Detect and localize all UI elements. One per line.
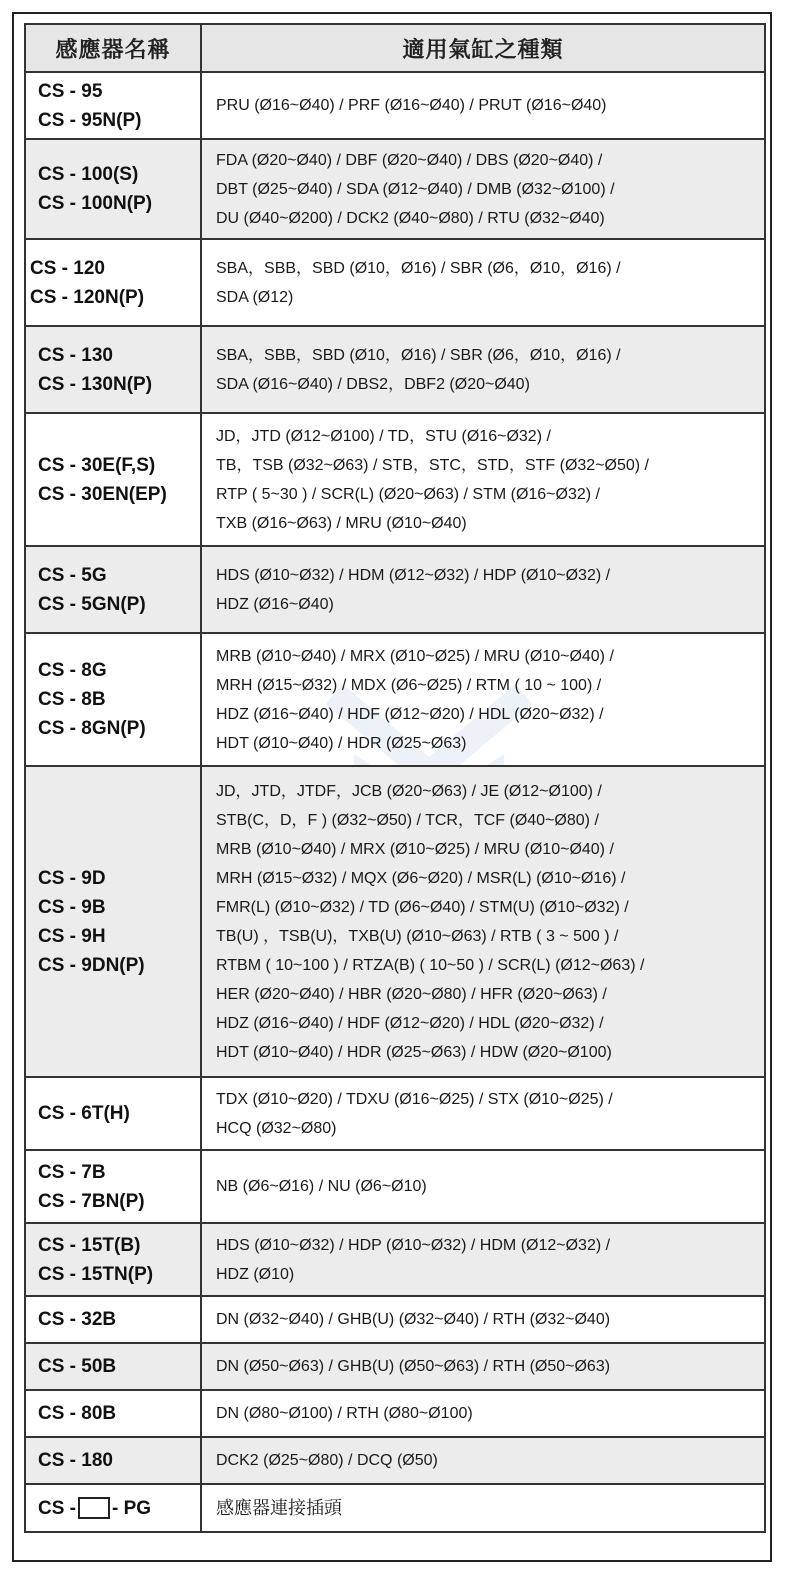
sensor-model: CS - 8GN(P)	[38, 718, 146, 739]
cylinder-types-cell	[201, 766, 765, 1077]
cylinder-types-cell	[201, 413, 765, 546]
sensor-model: CS - 5G	[38, 564, 107, 586]
cylinder-types-cell	[201, 239, 765, 326]
table-row	[25, 72, 765, 139]
cylinder-types-cell	[201, 1150, 765, 1223]
sensor-model: CS - 100N(P)	[38, 193, 153, 214]
sensor-model: CS - 7B	[38, 1161, 106, 1183]
cylinder-type-line: DN (Ø80~Ø100) / RTH (Ø80~Ø100)	[216, 1405, 473, 1422]
cylinder-type-line: DN (Ø32~Ø40) / GHB(U) (Ø32~Ø40) / RTH (Ø32~Ø40)	[216, 1311, 611, 1328]
sensor-model: CS - 130N(P)	[38, 373, 153, 395]
table-frame	[12, 12, 772, 1562]
table-row	[25, 413, 765, 546]
sensor-model: CS - 32B	[38, 1309, 117, 1330]
sensor-name-cell	[25, 1296, 201, 1343]
sensor-model: CS - 50B	[38, 1356, 117, 1377]
sensor-name-cell	[25, 766, 201, 1077]
sensor-model: CS - 9B	[38, 896, 106, 918]
header-cylinder-types: 適用氣缸之種類	[201, 24, 765, 72]
sensor-model: CS - 5GN(P)	[38, 593, 146, 615]
sensor-name-cell	[25, 72, 201, 139]
cylinder-type-line: HDT (Ø10~Ø40) / HDR (Ø25~Ø63)	[216, 734, 467, 752]
sensor-model: CS - 180	[38, 1450, 113, 1471]
model-suffix: - PG	[112, 1497, 152, 1519]
sensor-model: CS - 120	[30, 257, 105, 279]
cylinder-type-line: MRB (Ø10~Ø40) / MRX (Ø10~Ø25) / MRU (Ø10~Ø40) /	[216, 840, 614, 858]
cylinder-type-line: RTBM ( 10~100 ) / RTZA(B) ( 10~50 ) / SCR(L) (Ø12~Ø63) /	[216, 956, 645, 974]
sensor-name-cell	[25, 1077, 201, 1150]
sensor-name-cell	[25, 1343, 201, 1390]
table-row	[25, 1296, 765, 1343]
sensor-model: CS - 100(S)	[38, 164, 139, 185]
sensor-model: CS - 8B	[38, 689, 106, 710]
sensor-name-cell	[25, 633, 201, 766]
sensor-model: CS - 130	[38, 344, 113, 366]
cylinder-type-line: MRB (Ø10~Ø40) / MRX (Ø10~Ø25) / MRU (Ø10~Ø40) /	[216, 647, 614, 665]
cylinder-type-line: FDA (Ø20~Ø40) / DBF (Ø20~Ø40) / DBS (Ø20~Ø40) /	[216, 151, 603, 169]
cylinder-types-cell	[201, 546, 765, 633]
table-row	[25, 1077, 765, 1150]
sensor-model: CS - 30EN(EP)	[38, 483, 167, 505]
table-row	[25, 326, 765, 413]
cylinder-type-line: FMR(L) (Ø10~Ø32) / TD (Ø6~Ø40) / STM(U) (Ø10~Ø32) /	[216, 898, 629, 916]
sensor-model: CS - 95N(P)	[38, 109, 142, 131]
sensor-model: CS - 30E(F,S)	[38, 454, 156, 476]
sensor-name-cell	[25, 1437, 201, 1484]
cylinder-type-line: DCK2 (Ø25~Ø80) / DCQ (Ø50)	[216, 1452, 438, 1469]
table-row	[25, 546, 765, 633]
table-row	[25, 239, 765, 326]
cylinder-type-line: HDZ (Ø10)	[216, 1265, 295, 1283]
cylinder-type-line: JD，JTD，JTDF，JCB (Ø20~Ø63) / JE (Ø12~Ø100) /	[216, 782, 602, 800]
table-row	[25, 633, 765, 766]
cylinder-type-line: HDS (Ø10~Ø32) / HDP (Ø10~Ø32) / HDM (Ø12~Ø32) /	[216, 1236, 611, 1254]
sensor-cylinder-table	[24, 23, 766, 1533]
cylinder-type-line: NB (Ø6~Ø16) / NU (Ø6~Ø10)	[216, 1178, 427, 1195]
cylinder-types-cell	[201, 139, 765, 239]
blank-code-box	[78, 1497, 110, 1519]
sensor-model: CS - 15TN(P)	[38, 1263, 154, 1285]
cylinder-type-line: HDS (Ø10~Ø32) / HDM (Ø12~Ø32) / HDP (Ø10~Ø32) /	[216, 566, 611, 584]
sensor-name-cell	[25, 139, 201, 239]
sensor-name-cell	[25, 1150, 201, 1223]
sensor-model: CS - 95	[38, 80, 103, 102]
sensor-name-cell	[25, 1390, 201, 1437]
cylinder-type-line: HDZ (Ø16~Ø40) / HDF (Ø12~Ø20) / HDL (Ø20~Ø32) /	[216, 1014, 604, 1032]
cylinder-types-cell	[201, 1223, 765, 1296]
sensor-model: CS - 9D	[38, 867, 106, 889]
cylinder-type-line: SDA (Ø12)	[216, 288, 294, 306]
sensor-model: CS - 6T(H)	[38, 1103, 130, 1124]
sensor-model-pg	[38, 1494, 200, 1523]
sensor-name-cell	[25, 546, 201, 633]
cylinder-type-line: SBA，SBB，SBD (Ø10，Ø16) / SBR (Ø6，Ø10，Ø16) /	[216, 346, 621, 364]
cylinder-type-line: JD，JTD (Ø12~Ø100) / TD，STU (Ø16~Ø32) /	[216, 427, 551, 445]
table-row-pg-connector	[25, 1484, 765, 1532]
sensor-name-cell	[25, 326, 201, 413]
cylinder-type-line: TB，TSB (Ø32~Ø63) / STB，STC，STD，STF (Ø32~Ø50) /	[216, 456, 649, 474]
cylinder-types-cell	[201, 633, 765, 766]
sensor-model: CS - 80B	[38, 1403, 117, 1424]
table-row	[25, 1150, 765, 1223]
cylinder-type-line: TXB (Ø16~Ø63) / MRU (Ø10~Ø40)	[216, 514, 467, 532]
cylinder-type-line: TDX (Ø10~Ø20) / TDXU (Ø16~Ø25) / STX (Ø10~Ø25) /	[216, 1090, 613, 1108]
cylinder-type-line: MRH (Ø15~Ø32) / MDX (Ø6~Ø25) / RTM ( 10 ~ 100) /	[216, 676, 602, 694]
cylinder-type-line: HDT (Ø10~Ø40) / HDR (Ø25~Ø63) / HDW (Ø20~Ø100)	[216, 1043, 612, 1061]
sensor-model: CS - 8G	[38, 660, 107, 681]
sensor-name-cell	[25, 239, 201, 326]
sensor-name-cell	[25, 413, 201, 546]
cylinder-types-cell	[201, 1343, 765, 1390]
cylinder-types-cell	[201, 1390, 765, 1437]
cylinder-type-line: PRU (Ø16~Ø40) / PRF (Ø16~Ø40) / PRUT (Ø16~Ø40)	[216, 97, 607, 114]
cylinder-types-cell	[201, 1296, 765, 1343]
cylinder-type-line: RTP ( 5~30 ) / SCR(L) (Ø20~Ø63) / STM (Ø16~Ø32) /	[216, 485, 600, 503]
sensor-model: CS - 9H	[38, 925, 106, 947]
table-row	[25, 1390, 765, 1437]
cylinder-type-line: TB(U) ，TSB(U)，TXB(U) (Ø10~Ø63) / RTB ( 3 ~ 500 ) /	[216, 927, 619, 945]
cylinder-type-line: HDZ (Ø16~Ø40)	[216, 595, 334, 613]
cylinder-type-line: MRH (Ø15~Ø32) / MQX (Ø6~Ø20) / MSR(L) (Ø10~Ø16) /	[216, 869, 626, 887]
cylinder-type-line: SBA，SBB，SBD (Ø10，Ø16) / SBR (Ø6，Ø10，Ø16) /	[216, 259, 621, 277]
sensor-name-cell	[25, 1484, 201, 1532]
table-row	[25, 1437, 765, 1484]
cylinder-types-cell	[201, 72, 765, 139]
cylinder-type-line: SDA (Ø16~Ø40) / DBS2，DBF2 (Ø20~Ø40)	[216, 375, 530, 393]
cylinder-types-cell	[201, 1077, 765, 1150]
sensor-model: CS - 120N(P)	[30, 286, 145, 308]
sensor-model: CS - 7BN(P)	[38, 1190, 145, 1212]
model-prefix: CS -	[38, 1497, 76, 1519]
cylinder-type-line: DN (Ø50~Ø63) / GHB(U) (Ø50~Ø63) / RTH (Ø50~Ø63)	[216, 1358, 611, 1375]
sensor-model: CS - 15T(B)	[38, 1234, 141, 1256]
cylinder-types-cell	[201, 1437, 765, 1484]
table-header-row	[25, 24, 765, 72]
connector-description: 感應器連接插頭	[216, 1497, 342, 1519]
table-row	[25, 1223, 765, 1296]
table-row	[25, 766, 765, 1077]
sensor-name-cell	[25, 1223, 201, 1296]
cylinder-type-line: DU (Ø40~Ø200) / DCK2 (Ø40~Ø80) / RTU (Ø32~Ø40)	[216, 209, 605, 227]
cylinder-types-cell	[201, 1484, 765, 1532]
table-row	[25, 139, 765, 239]
table-row	[25, 1343, 765, 1390]
cylinder-type-line: HDZ (Ø16~Ø40) / HDF (Ø12~Ø20) / HDL (Ø20~Ø32) /	[216, 705, 604, 723]
cylinder-type-line: STB(C，D，F ) (Ø32~Ø50) / TCR，TCF (Ø40~Ø80) /	[216, 811, 599, 829]
cylinder-type-line: HCQ (Ø32~Ø80)	[216, 1119, 337, 1137]
sensor-model: CS - 9DN(P)	[38, 954, 145, 976]
cylinder-type-line: DBT (Ø25~Ø40) / SDA (Ø12~Ø40) / DMB (Ø32~Ø100) /	[216, 180, 615, 198]
cylinder-types-cell	[201, 326, 765, 413]
cylinder-type-line: HER (Ø20~Ø40) / HBR (Ø20~Ø80) / HFR (Ø20~Ø63) /	[216, 985, 607, 1003]
header-sensor-name: 感應器名稱	[25, 24, 201, 72]
